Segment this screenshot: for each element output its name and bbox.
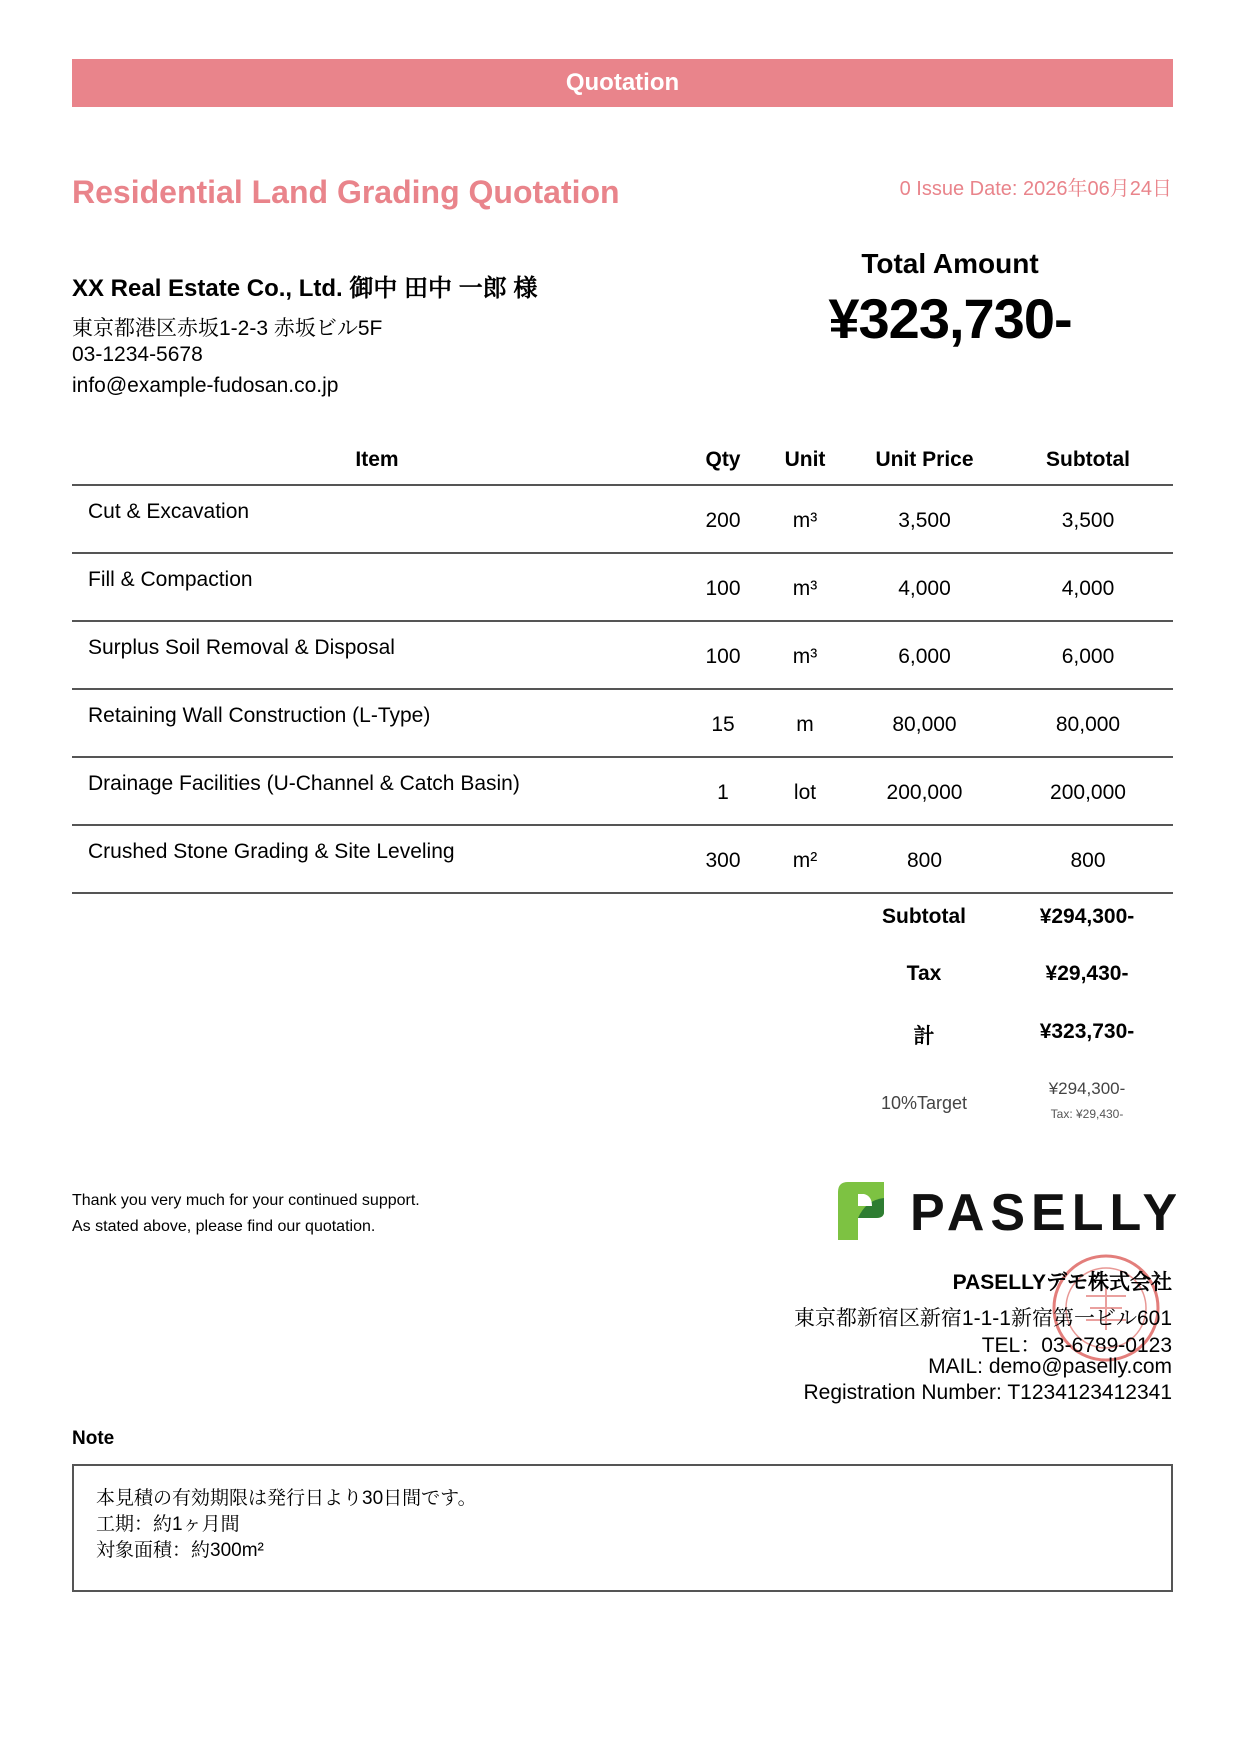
- company-logo: [836, 1178, 1176, 1246]
- company-mail: MAIL: demo@paselly.com: [928, 1355, 1172, 1378]
- issue-date: 0 Issue Date: 2026年06月24日: [899, 178, 1172, 200]
- pasely-leaf-logo-icon: [836, 1178, 1176, 1246]
- banner-title: Quotation: [565, 69, 680, 96]
- row-unit: m²: [792, 849, 818, 872]
- row-subtotal: 3,500: [1061, 509, 1115, 532]
- thanks-line-2: As stated above, please find our quotation.: [72, 1218, 376, 1235]
- row-item: Cut & Excavation: [88, 500, 250, 523]
- row-item: Surplus Soil Removal & Disposal: [88, 636, 395, 659]
- summary-tax-value: ¥29,430-: [1045, 962, 1129, 985]
- row-unit-price: 6,000: [898, 645, 951, 668]
- table-row: [72, 486, 1173, 554]
- tax-rate-label: 10%Target: [880, 1093, 968, 1113]
- row-unit-price: 3,500: [898, 509, 951, 532]
- row-subtotal: 4,000: [1061, 577, 1115, 600]
- total-amount-label: Total Amount: [861, 248, 1039, 279]
- row-unit: m³: [792, 645, 818, 668]
- client-address: 東京都港区赤坂1-2-3 赤坂ビル5F: [72, 317, 383, 340]
- row-unit-price: 80,000: [892, 713, 957, 736]
- row-subtotal: 80,000: [1055, 713, 1121, 736]
- header-unit: Unit: [784, 448, 826, 471]
- row-item: Crushed Stone Grading & Site Leveling: [88, 840, 455, 863]
- row-qty: 100: [705, 645, 741, 668]
- row-subtotal: 800: [1070, 849, 1106, 872]
- table-header: [72, 436, 1173, 486]
- header-qty: Qty: [705, 448, 741, 471]
- table-row: [72, 622, 1173, 690]
- tax-rate-amount: ¥294,300-: [1048, 1079, 1126, 1098]
- logo-text: PASELLY: [910, 1184, 1176, 1242]
- row-subtotal: 6,000: [1061, 645, 1115, 668]
- summary-subtotal-label: Subtotal: [882, 905, 966, 928]
- summary-subtotal-value: ¥294,300-: [1039, 905, 1135, 928]
- row-unit: m³: [792, 509, 818, 532]
- summary-total-value: ¥323,730-: [1039, 1020, 1135, 1043]
- row-unit-price: 200,000: [886, 781, 963, 804]
- company-tel: TEL：03-6789-0123: [981, 1334, 1172, 1357]
- table-row: [72, 758, 1173, 826]
- table-row: [72, 826, 1173, 894]
- note-line: 工期：約1ヶ月間: [96, 1514, 240, 1535]
- note-box: [72, 1464, 1173, 1592]
- total-amount-value: ¥323,730-: [828, 287, 1072, 350]
- row-unit: lot: [793, 781, 817, 804]
- note-title: Note: [72, 1428, 115, 1449]
- note-line: 対象面積：約300m²: [96, 1540, 264, 1561]
- row-unit: m³: [792, 577, 818, 600]
- items-table: [72, 436, 1173, 894]
- summary-tax-label: Tax: [906, 962, 942, 985]
- row-unit: m: [796, 713, 814, 736]
- tax-rate-tax: Tax: ¥29,430-: [1050, 1107, 1124, 1121]
- client-phone: 03-1234-5678: [72, 343, 203, 366]
- thanks-line-1: Thank you very much for your continued support.: [72, 1192, 420, 1209]
- summary-subtotal: [846, 905, 1172, 929]
- row-item: Drainage Facilities (U-Channel & Catch Basin): [88, 772, 520, 795]
- note-line: 本見積の有効期限は発行日より30日間です。: [96, 1488, 477, 1509]
- company-registration: Registration Number: T1234123412341: [803, 1381, 1172, 1404]
- table-row: [72, 690, 1173, 758]
- company-address: 東京都新宿区新宿1-1-1新宿第一ビル601: [793, 1307, 1172, 1330]
- row-item: Retaining Wall Construction (L-Type): [88, 704, 431, 727]
- row-subtotal: 200,000: [1050, 781, 1126, 804]
- document-title: Residential Land Grading Quotation: [72, 174, 620, 210]
- row-qty: 200: [705, 509, 741, 532]
- header-item: Item: [355, 448, 399, 471]
- header-unit-price: Unit Price: [875, 448, 974, 471]
- header-subtotal: Subtotal: [1046, 448, 1130, 471]
- summary-total: [846, 1020, 1172, 1050]
- table-row: [72, 554, 1173, 622]
- summary-total-label: 計: [913, 1025, 935, 1048]
- row-qty: 100: [705, 577, 741, 600]
- company-name: PASELLYデモ株式会社: [952, 1271, 1172, 1294]
- client-name: XX Real Estate Co., Ltd. 御中 田中 一郎 様: [72, 275, 538, 302]
- row-unit-price: 800: [906, 849, 943, 872]
- client-email: info@example-fudosan.co.jp: [72, 374, 339, 397]
- row-qty: 1: [717, 781, 729, 804]
- quotation-banner: [72, 59, 1173, 107]
- row-unit-price: 4,000: [898, 577, 951, 600]
- row-item: Fill & Compaction: [88, 568, 253, 591]
- row-qty: 15: [711, 713, 735, 736]
- row-qty: 300: [705, 849, 741, 872]
- summary-tax: [846, 962, 1172, 986]
